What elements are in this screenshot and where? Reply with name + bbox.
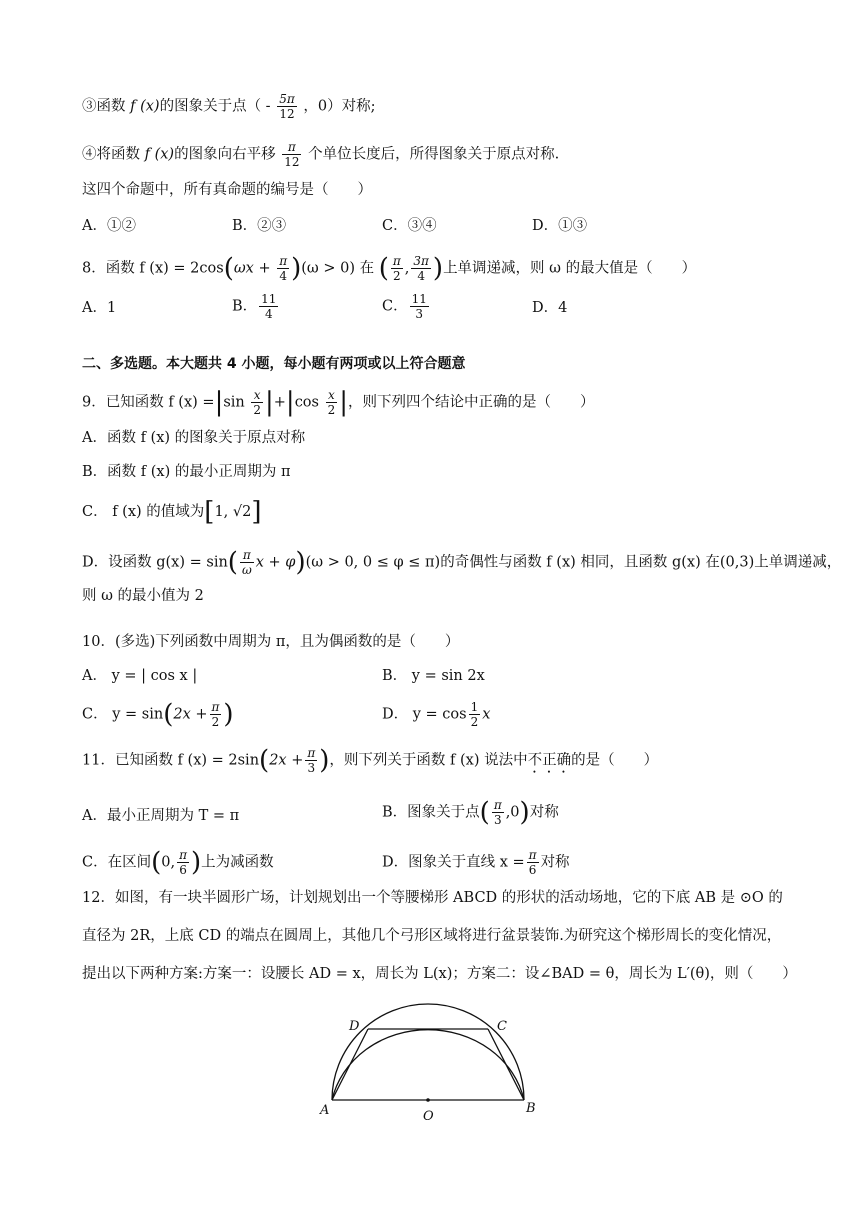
- q7-item4: ④将函数 f (x)的图象向右平移 $\frac{\pi}{12}$ 个单位长度后，所得图象关于原点对称.: [82, 140, 560, 169]
- q11-option-c: C．在区间(0, $\frac{\pi}{6}$ )上为减函数: [82, 847, 274, 878]
- label-b: B: [526, 1101, 536, 1116]
- q7-item3: ③函数 f (x)的图象关于点（ - $\frac{5\pi}{12}$ ，0）对称;: [82, 92, 376, 121]
- center-point-o: [426, 1098, 430, 1102]
- q7-summary: 这四个命题中，所有真命题的编号是（ ）: [82, 182, 372, 198]
- section-heading: 二、多选题。本大题共 4 小题，每小题有两项或以上符合题意: [82, 356, 466, 372]
- arc-outline: [332, 1030, 524, 1100]
- q7-option-c: C．③④: [382, 218, 437, 234]
- q7-option-a: A．①②: [82, 218, 136, 234]
- q9-option-b: B．函数 f (x) 的最小正周期为 π: [82, 464, 291, 480]
- q7-option-d: D．①③: [532, 218, 588, 234]
- label-o: O: [423, 1109, 434, 1124]
- fraction: $\frac{\pi}{12}$: [284, 140, 300, 169]
- leg-ad: [332, 1029, 368, 1100]
- fraction: $\frac{5\pi}{12}$: [279, 92, 295, 121]
- q11-option-b: B．图象关于点( $\frac{\pi}{3}$ ,0)对称: [382, 797, 559, 828]
- q9-option-d-line2: 则 ω 的最小值为 2: [82, 588, 204, 604]
- q8-option-d: D．4: [532, 300, 568, 316]
- q8-option-c: C． $\frac{11}{3}$: [382, 292, 427, 321]
- leg-bc: [488, 1029, 524, 1100]
- q9-option-a: A．函数 f (x) 的图象关于原点对称: [82, 430, 306, 446]
- q12-line-1: 12．如图，有一块半圆形广场，计划规划出一个等腰梯形 ABCD 的形状的活动场地，它的下底 AB 是 ⊙O 的: [82, 890, 783, 906]
- q10-stem: 10．(多选)下列函数中周期为 π，且为偶函数的是（ ）: [82, 634, 460, 650]
- q10-option-b: B． y = sin 2x: [382, 668, 485, 684]
- q11-stem: 11．已知函数 f (x) = 2sin(2x + $\frac{\pi}{3}$ )，则下列关于函数 f (x) 说法中不正确的是（ ）: [82, 745, 659, 776]
- semicircle-trapezoid-figure: [0, 1000, 860, 1216]
- q9-stem: 9．已知函数 f (x) =|sin $\frac{x}{2}$ |+|cos $\frac{x}{2}$ |，则下列四个结论中正确的是（ ）: [82, 387, 595, 418]
- q12-line-2: 直径为 2R，上底 CD 的端点在圆周上，其他几个弓形区域将进行盆景装饰.为研究这个梯形周长的变化情况，: [82, 928, 782, 944]
- q11-option-a: A．最小正周期为 T = π: [82, 808, 240, 824]
- q8-stem: 8．函数 f (x) = 2cos(ωx + $\frac{\pi}{4}$ )(ω > 0) 在 ( $\frac{\pi}{2}$ , $\frac{3\pi}{4}$ )上单调递减，则 ω 的最大值是（ ）: [82, 253, 697, 284]
- q8-option-b: B． $\frac{11}{4}$: [232, 292, 277, 321]
- q9-option-d: D．设函数 g(x) = sin( $\frac{\pi}{\omega}$ x + φ)(ω > 0, 0 ≤ φ ≤ π)的奇偶性与函数 f (x) 相同，且函数 g(x) 在(0,3)上单调递减，: [82, 547, 842, 578]
- q11-option-d: D．图象关于直线 x = $\frac{\pi}{6}$ 对称: [382, 848, 570, 877]
- q7-option-b: B．②③: [232, 218, 287, 234]
- label-c: C: [497, 1019, 507, 1034]
- label-a: A: [320, 1103, 330, 1118]
- q8-option-a: A．1: [82, 300, 117, 316]
- q12-line-3: 提出以下两种方案:方案一：设腰长 AD = x，周长为 L(x)；方案二：设∠BAD = θ，周长为 L′(θ)，则（ ）: [82, 966, 797, 982]
- q10-option-d: D． y = cos $\frac{1}{2}$ x: [382, 700, 491, 729]
- q10-option-c: C． y = sin(2x + $\frac{\pi}{2}$ ): [82, 699, 234, 730]
- q10-option-a: A． y = | cos x |: [82, 668, 198, 684]
- q9-option-c: C． f (x) 的值域为[1, √2]: [82, 497, 262, 527]
- semicircle-arc: [332, 1004, 524, 1100]
- label-d: D: [349, 1019, 360, 1034]
